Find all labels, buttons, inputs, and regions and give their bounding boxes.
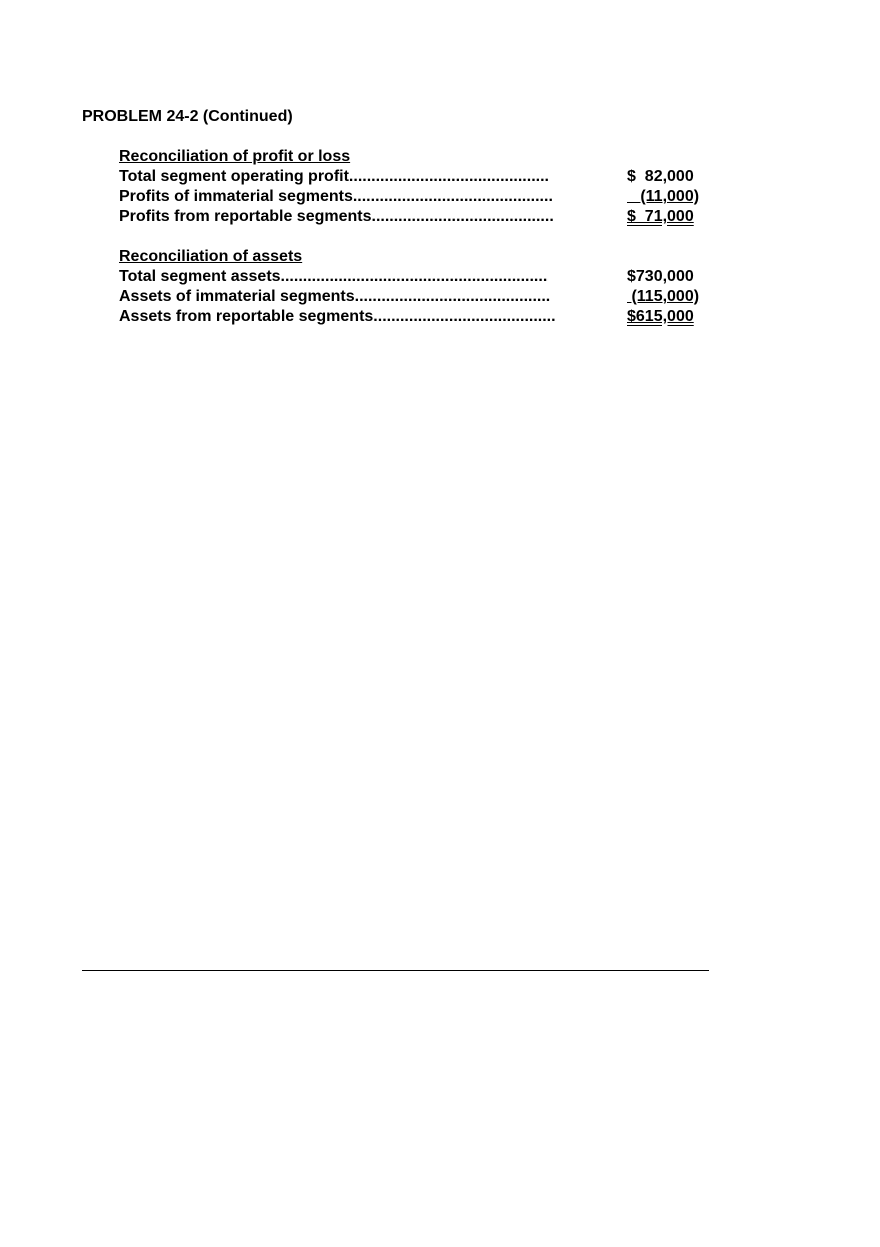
row-value: $ 82,000 bbox=[627, 168, 694, 185]
row-value: (11,000) bbox=[627, 188, 700, 205]
row-label: Assets of immaterial segments............................................ bbox=[119, 288, 551, 305]
row-value: $615,000 bbox=[627, 308, 694, 325]
row-value: $ 71,000 bbox=[627, 208, 694, 225]
table-row bbox=[119, 187, 719, 207]
row-label: Total segment operating profit............................................. bbox=[119, 168, 549, 185]
section-heading: Reconciliation of assets bbox=[119, 248, 303, 265]
section-heading: Reconciliation of profit or loss bbox=[119, 148, 351, 165]
table-row bbox=[119, 307, 719, 327]
row-label: Assets from reportable segments......................................... bbox=[119, 308, 556, 325]
row-label: Profits of immaterial segments............................................. bbox=[119, 188, 553, 205]
table-row bbox=[119, 287, 719, 307]
table-row bbox=[119, 207, 719, 227]
table-row bbox=[119, 167, 719, 187]
row-label: Total segment assets............................................................ bbox=[119, 268, 548, 285]
profit-reconciliation-section bbox=[119, 147, 719, 227]
row-value: $730,000 bbox=[627, 268, 694, 285]
problem-title: PROBLEM 24-2 (Continued) bbox=[82, 108, 293, 125]
assets-reconciliation-section bbox=[119, 247, 719, 327]
row-label: Profits from reportable segments......................................... bbox=[119, 208, 554, 225]
row-value: (115,000) bbox=[627, 288, 700, 305]
table-row bbox=[119, 267, 719, 287]
footer-divider bbox=[82, 970, 709, 971]
